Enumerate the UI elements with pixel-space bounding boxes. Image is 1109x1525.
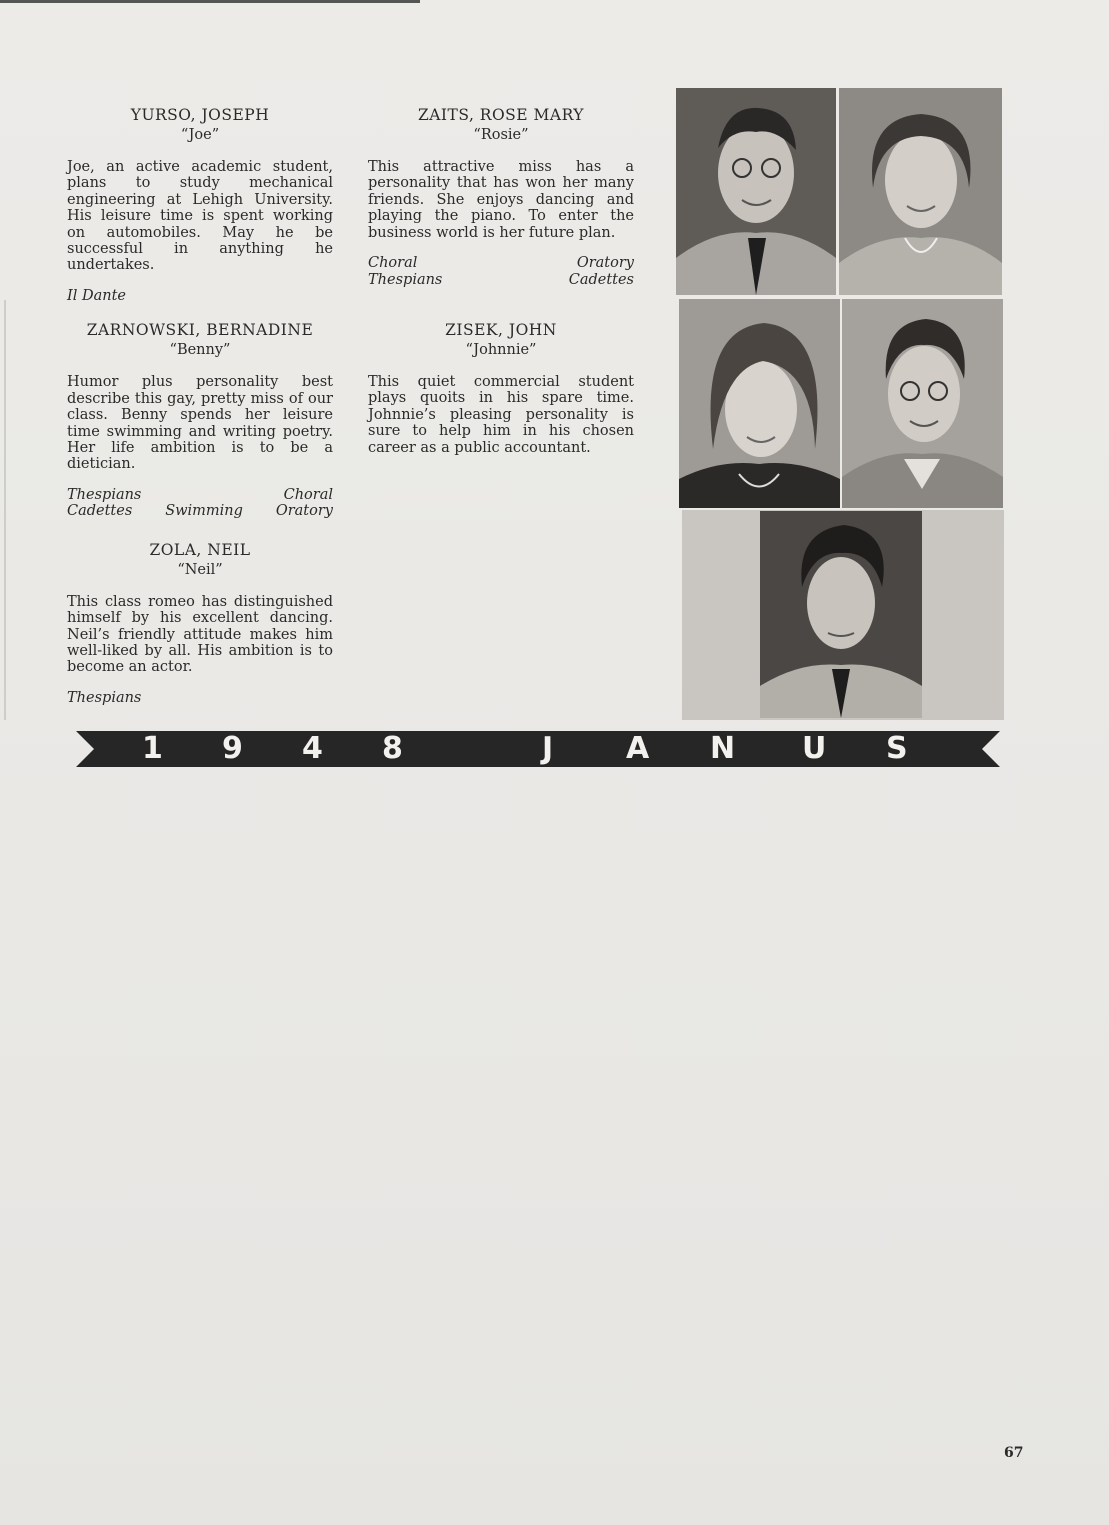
banner-char: J bbox=[542, 731, 554, 766]
banner-char: 1 bbox=[142, 731, 163, 766]
senior-entry bbox=[67, 320, 333, 519]
senior-entry bbox=[368, 320, 634, 456]
banner-char: U bbox=[802, 731, 827, 766]
portrait-photo-yurso bbox=[676, 88, 836, 295]
activity: Choral bbox=[283, 486, 333, 503]
left-column bbox=[67, 105, 333, 722]
banner-char: N bbox=[710, 731, 736, 766]
student-name: YURSO, JOSEPH bbox=[130, 106, 270, 124]
student-nickname: “Joe” bbox=[180, 127, 220, 143]
student-name: ZOLA, NEIL bbox=[149, 540, 251, 559]
activities bbox=[67, 487, 333, 520]
student-nickname: “Johnnie” bbox=[465, 342, 537, 359]
portrait-photo-zarnowski bbox=[679, 299, 840, 508]
student-bio: This class romeo has distinguished himself by his excellent dancing. Neil’s friendly attitude makes him well-liked by all. His ambition is to become an actor. bbox=[67, 593, 333, 676]
senior-entry bbox=[368, 105, 634, 288]
activities bbox=[67, 690, 333, 707]
student-bio: Joe, an active academic student, plans to study mechanical engineering at Lehigh University. His leisure time is spent working on automobiles. May he be successful in anything he undertakes. bbox=[67, 159, 333, 274]
student-nickname: “Neil” bbox=[177, 561, 223, 578]
page-number: 67 bbox=[1004, 1445, 1024, 1461]
student-bio: This attractive miss has a personality that has won her many friends. She enjoys dancing and playing the piano. To enter the business world is her future plan. bbox=[368, 159, 634, 241]
middle-column bbox=[368, 105, 634, 472]
banner-char: 4 bbox=[302, 731, 323, 766]
activities bbox=[368, 255, 634, 288]
activity: Il Dante bbox=[67, 287, 126, 304]
student-name: ZISEK, JOHN bbox=[445, 321, 557, 340]
student-bio: This quiet commercial student plays quoits in his spare time. Johnnie’s pleasing personality is sure to help him in his chosen career as a public accountant. bbox=[368, 374, 634, 456]
activity: Cadettes bbox=[67, 503, 133, 520]
banner-char: S bbox=[886, 731, 908, 766]
activity: Oratory bbox=[576, 255, 634, 272]
student-name: ZARNOWSKI, BERNADINE bbox=[86, 321, 314, 340]
student-nickname: “Benny” bbox=[169, 342, 231, 359]
portrait-photo-zisek bbox=[842, 299, 1003, 508]
activity: Cadettes bbox=[568, 271, 634, 288]
activity: Thespians bbox=[67, 689, 142, 706]
banner-text bbox=[76, 731, 1000, 767]
banner-char: 8 bbox=[382, 731, 403, 766]
banner-char: 9 bbox=[222, 731, 243, 766]
activities bbox=[67, 288, 333, 305]
activity: Choral bbox=[368, 255, 418, 272]
senior-entry bbox=[67, 105, 333, 304]
page-edge-shadow bbox=[4, 300, 6, 720]
student-nickname: “Rosie” bbox=[473, 127, 529, 143]
portrait-photo-zaits bbox=[839, 88, 1002, 295]
activity: Swimming bbox=[165, 503, 243, 520]
banner-char: A bbox=[626, 731, 650, 766]
senior-entry bbox=[67, 540, 333, 707]
page-edge-shadow bbox=[0, 0, 420, 3]
activity: Thespians bbox=[67, 486, 142, 503]
activity: Thespians bbox=[368, 271, 443, 288]
yearbook-banner bbox=[76, 731, 1000, 767]
portrait-photo-zola bbox=[760, 511, 922, 718]
activity: Oratory bbox=[275, 503, 333, 520]
student-name: ZAITS, ROSE MARY bbox=[417, 106, 585, 124]
student-bio: Humor plus personality best describe this gay, pretty miss of our class. Benny spends her leisure time swimming and writing poetry. Her life ambition is to be a dietician. bbox=[67, 374, 333, 473]
